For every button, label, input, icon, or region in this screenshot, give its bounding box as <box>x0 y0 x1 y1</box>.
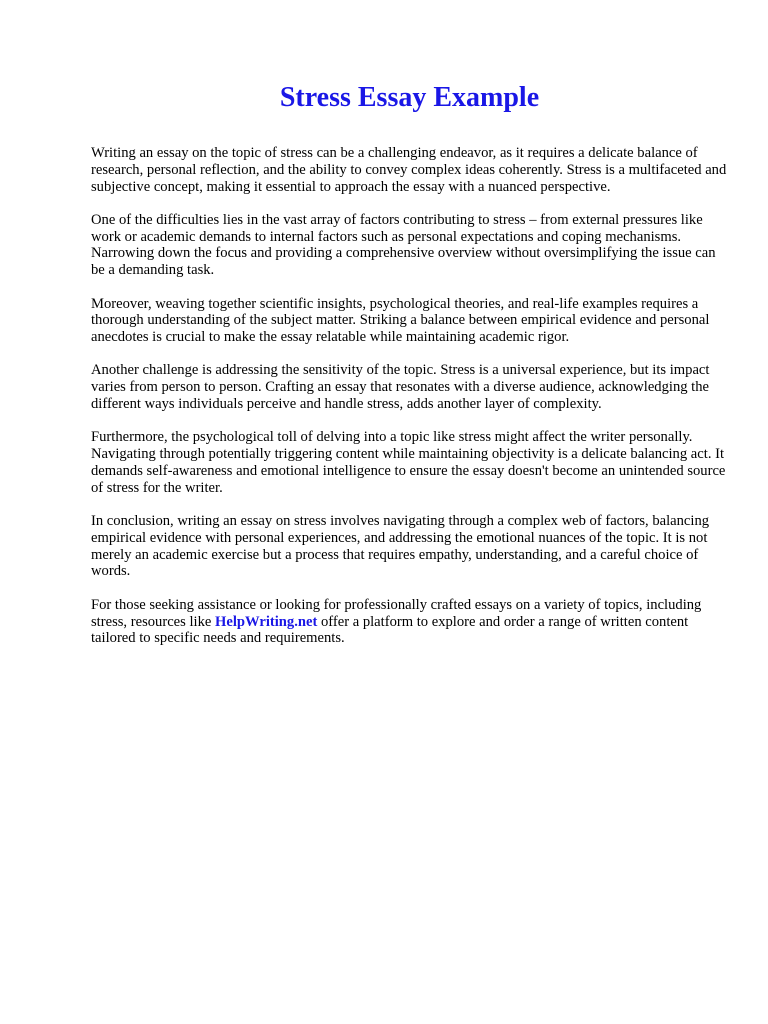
paragraph-sensitivity: Another challenge is addressing the sensitivity of the topic. Stress is a universal experience, but its impact varies from person to person. Crafting an essay that resonates with a diverse audience, acknowledging the different ways individuals perceive and handle stress, adds another layer of complexity. <box>91 362 710 413</box>
paragraph-difficulties: One of the difficulties lies in the vast array of factors contributing to stress – from external pressures like work or academic demands to internal factors such as personal expectations and coping mechanisms. Narrowing down the focus and providing a comprehensive overview without oversimplifying the issue can be a demanding task. <box>91 211 716 279</box>
document-title: Stress Essay Example <box>279 82 540 113</box>
paragraph-psychological-toll: Furthermore, the psychological toll of delving into a topic like stress might affect the writer personally. Navigating through potentially triggering content while maintaining objectivity is a delicate balancing act. It demands self-awareness and emotional intelligence to ensure the essay doesn't become an unintended source of stress for the writer. <box>91 429 726 496</box>
closing-text-after-link: offer a platform to explore and order a range of written content tailored to specific needs and requirements. <box>91 613 689 647</box>
paragraph-conclusion: In conclusion, writing an essay on stress involves navigating through a complex web of factors, balancing empirical evidence with personal experiences, and addressing the emotional nuances of the topic. It is not merely an academic exercise but a process that requires empathy, understanding, and a careful choice of words. <box>91 513 710 580</box>
helpwriting-link[interactable]: HelpWriting.net <box>215 613 318 630</box>
paragraph-intro: Writing an essay on the topic of stress can be a challenging endeavor, as it requires a delicate balance of research, personal reflection, and the ability to convey complex ideas coherently. Stress is a multifaceted and subjective concept, making it essential to approach the essay with a nuanced perspective. <box>91 145 727 195</box>
paragraph-closing <box>91 597 731 647</box>
paragraph-moreover: Moreover, weaving together scientific insights, psychological theories, and real-life examples requires a thorough understanding of the subject matter. Striking a balance between empirical evidence and personal anecdotes is crucial to make the essay relatable while maintaining academic rigor. <box>91 295 710 346</box>
closing-text-before-link: For those seeking assistance or looking for professionally crafted essays on a variety of topics, including stress, resources like <box>91 596 702 630</box>
